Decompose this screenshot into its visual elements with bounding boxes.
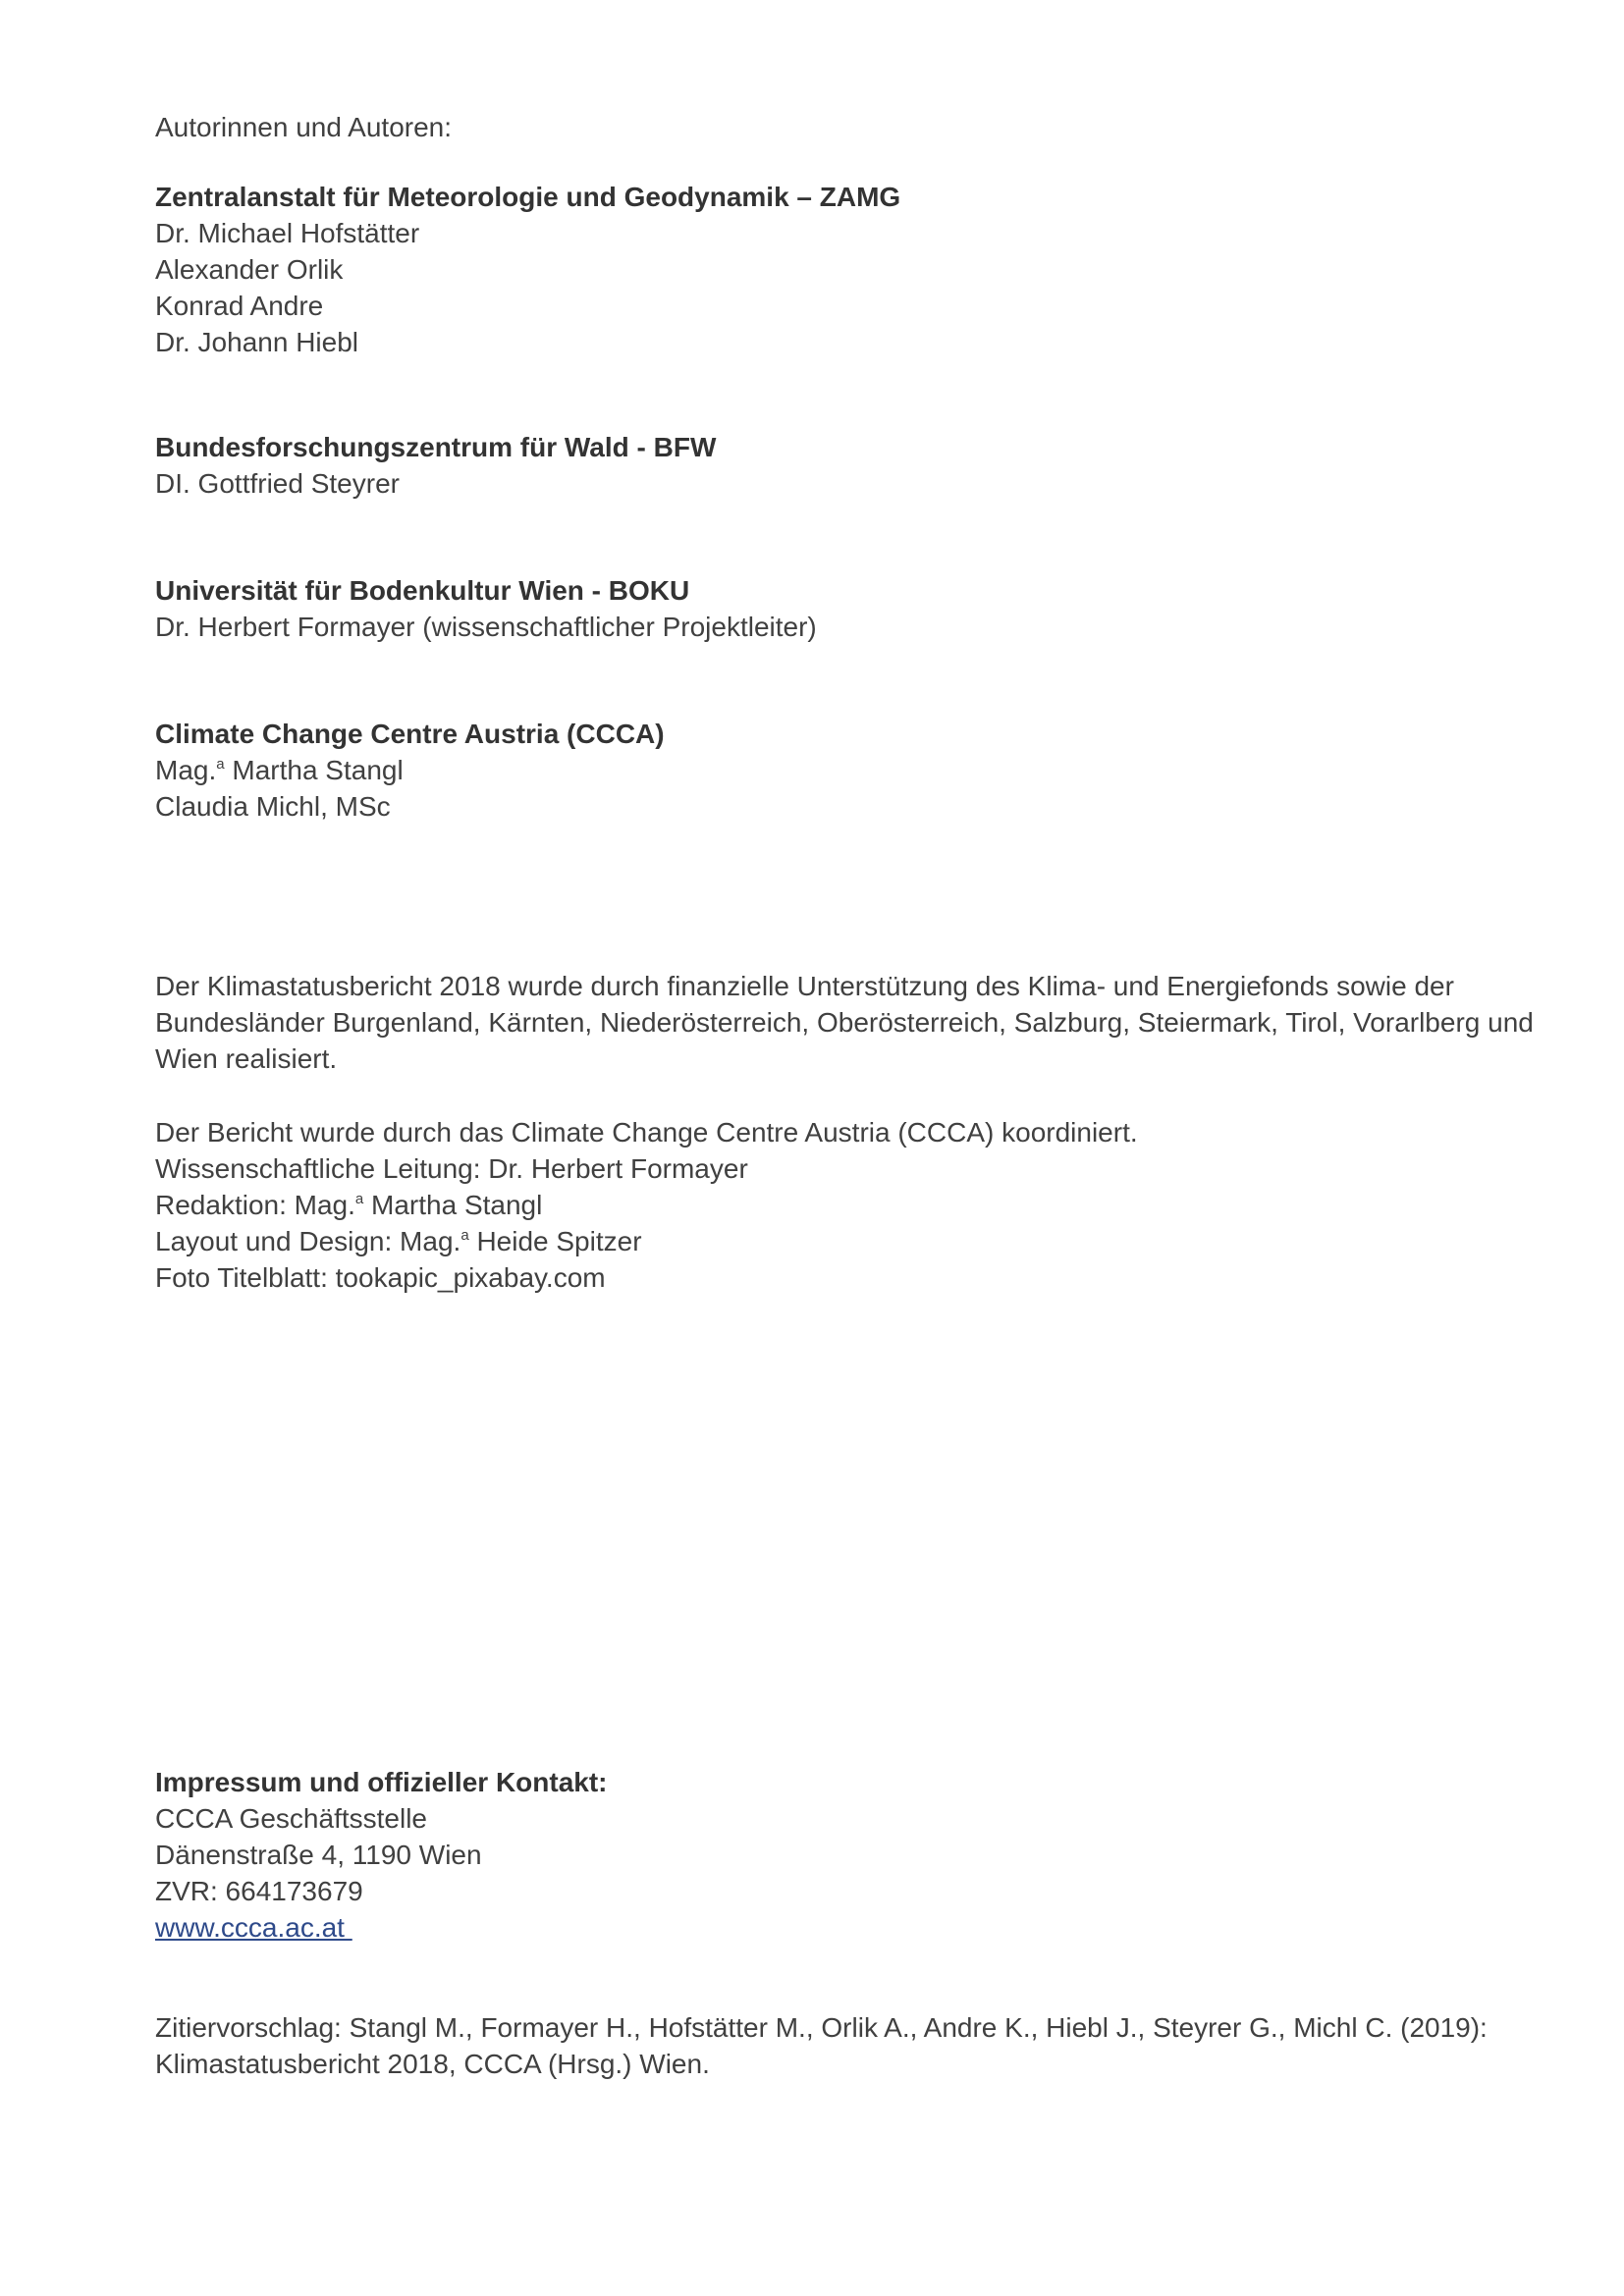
- author-name: DI. Gottfried Steyrer: [155, 468, 400, 499]
- institution-name: Zentralanstalt für Meteorologie und Geodynamik – ZAMG: [155, 182, 901, 212]
- authors-heading: [155, 109, 452, 145]
- impressum-org: CCCA Geschäftsstelle: [155, 1803, 427, 1834]
- author-name: Claudia Michl, MSc: [155, 791, 391, 822]
- coordination-block: [155, 1114, 1138, 1296]
- author-name: Dr. Johann Hiebl: [155, 327, 359, 357]
- author-name: Dr. Herbert Formayer (wissenschaftlicher Projektleiter): [155, 612, 817, 642]
- institution-boku: [155, 572, 817, 645]
- author-name: Dr. Michael Hofstätter: [155, 218, 420, 248]
- funding-line: Bundesländer Burgenland, Kärnten, Niederösterreich, Oberösterreich, Salzburg, Steiermark, Tirol, Vorarlberg und: [155, 1007, 1534, 1038]
- impressum-address: Dänenstraße 4, 1190 Wien: [155, 1840, 482, 1870]
- scientific-lead: Wissenschaftliche Leitung: Dr. Herbert Formayer: [155, 1153, 748, 1184]
- cover-photo-credit: Foto Titelblatt: tookapic_pixabay.com: [155, 1262, 606, 1293]
- coordination-line: Der Bericht wurde durch das Climate Change Centre Austria (CCCA) koordiniert.: [155, 1117, 1138, 1148]
- institution-name: Bundesforschungszentrum für Wald - BFW: [155, 432, 717, 462]
- author-name: Mag.$^a$ Martha Stangl: [155, 755, 404, 785]
- funding-paragraph: [155, 968, 1534, 1077]
- author-name: Konrad Andre: [155, 291, 324, 321]
- citation-line: Zitiervorschlag: Stangl M., Formayer H., Hofstätter M., Orlik A., Andre K., Hiebl J., Steyrer G., Michl C. (2019):: [155, 2012, 1488, 2043]
- institution-bfw: [155, 429, 716, 502]
- layout-design: Layout und Design: Mag.$^a$ Heide Spitzer: [155, 1226, 642, 1256]
- impressum-block: [155, 1764, 608, 1946]
- website-link-row: [155, 1909, 608, 1946]
- impressum-zvr: ZVR: 664173679: [155, 1876, 363, 1906]
- institution-name: Climate Change Centre Austria (CCCA): [155, 719, 665, 749]
- editorial: Redaktion: Mag.$^a$ Martha Stangl: [155, 1190, 543, 1220]
- authors-heading-text: Autorinnen und Autoren:: [155, 112, 453, 142]
- institution-name: Universität für Bodenkultur Wien - BOKU: [155, 575, 690, 606]
- website-link[interactable]: www.ccca.ac.at: [155, 1912, 352, 1943]
- citation-block: [155, 2009, 1488, 2082]
- funding-line: Wien realisiert.: [155, 1043, 338, 1074]
- institution-ccca: [155, 716, 665, 825]
- citation-line: Klimastatusbericht 2018, CCCA (Hrsg.) Wien.: [155, 2049, 710, 2079]
- impressum-heading: Impressum und offizieller Kontakt:: [155, 1767, 608, 1797]
- author-name: Alexander Orlik: [155, 254, 344, 285]
- institution-zamg: [155, 179, 900, 360]
- funding-line: Der Klimastatusbericht 2018 wurde durch finanzielle Unterstützung des Klima- und Energiefonds sowie der: [155, 971, 1454, 1001]
